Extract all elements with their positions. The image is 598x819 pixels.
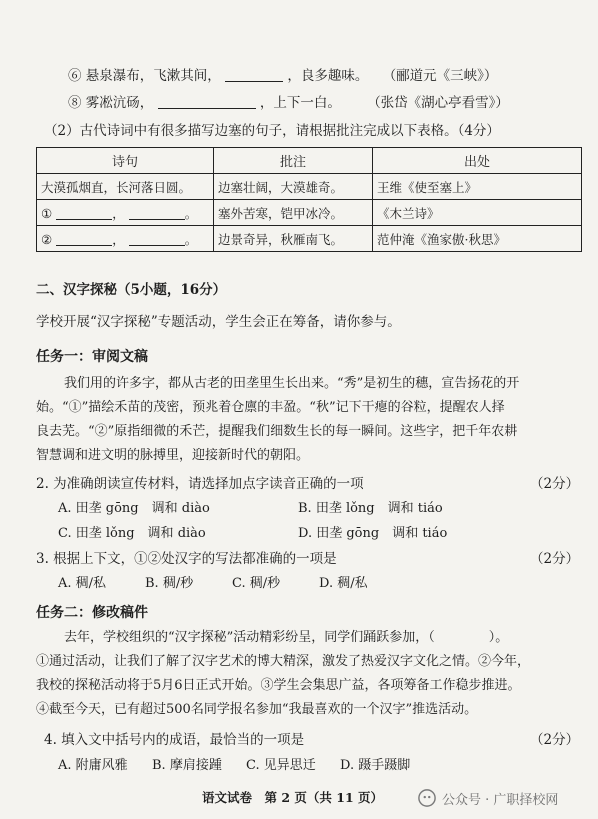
line-source: （郦道元《三峡》） — [382, 68, 498, 84]
verse-period: 。 — [184, 231, 198, 247]
passage-line: 良去芜。“②”原指细微的禾芒，提醒我们细数生长的每一瞬间。这些字，把千年农耕 — [36, 424, 518, 439]
table-cell-source: 《木兰诗》 — [373, 200, 582, 226]
verse-comma: ， — [112, 231, 125, 247]
line-number: ⑧ — [68, 95, 82, 111]
passage-line: 我们用的许多字，都从古老的田垄里生长出来。“秀”是初生的穗，宣告扬花的开 — [64, 376, 520, 391]
table-cell-verse — [37, 226, 214, 252]
q1-line-6 — [68, 64, 497, 84]
passage-line — [36, 626, 588, 650]
section-title: 二、汉字探秘（5小题，16分） — [36, 282, 227, 298]
verse-number: ① — [41, 205, 53, 221]
q4-option-c[interactable]: C. 见异思迁 — [246, 758, 316, 773]
task2-passage — [36, 626, 588, 722]
q2-option-c[interactable]: C. 田垄 lǒng 调和 diào — [58, 526, 206, 541]
table-cell-source: 王维《使至塞上》 — [373, 174, 582, 200]
task1-title: 任务一：审阅文稿 — [36, 349, 148, 365]
passage-line: 智慧调和进文明的脉搏里，迎接新时代的朝阳。 — [36, 448, 310, 463]
answer-blank[interactable] — [225, 67, 283, 82]
q4-score: （2分） — [530, 732, 580, 748]
q3-score: （2分） — [530, 551, 580, 567]
q3-option-d[interactable]: D. 稠/私 — [319, 576, 368, 591]
answer-blank[interactable] — [129, 205, 185, 220]
line-source: （张岱《湖心亭看雪》） — [367, 95, 509, 111]
poem-table — [36, 147, 582, 252]
table-cell-note: 塞外苦寒，铠甲冰冷。 — [214, 200, 373, 226]
line-text-b: ，上下一白。 — [259, 95, 341, 111]
q1-line-8 — [68, 91, 509, 111]
line-text-b: ，良多趣味。 — [287, 68, 369, 84]
table-cell-source: 范仲淹《渔家傲·秋思》 — [373, 226, 582, 252]
passage-text: ）。 — [488, 630, 509, 645]
task2-title: 任务二：修改稿件 — [36, 605, 148, 621]
q2-score: （2分） — [530, 476, 580, 492]
q1-sub2-stem: （2）古代诗词中有很多描写边塞的句子，请根据批注完成以下表格。（4分） — [44, 123, 500, 139]
answer-blank[interactable] — [158, 94, 256, 109]
q2-stem: 2. 为准确朗读宣传材料，请选择加点字读音正确的一项 — [36, 476, 364, 492]
passage-line: 始。“①”描绘禾苗的茂密，预兆着仓廪的丰盈。“秋”记下干瘪的谷粒，提醒农人择 — [36, 400, 505, 415]
watermark-text: 公众号 · 广职择校网 — [442, 792, 559, 808]
q2-option-b[interactable]: B. 田垄 lǒng 调和 tiáo — [298, 501, 443, 516]
table-cell-verse: 大漠孤烟直，长河落日圆。 — [37, 174, 214, 200]
q4-option-b[interactable]: B. 摩肩接踵 — [152, 758, 222, 773]
table-row — [37, 174, 582, 200]
q4-option-a[interactable]: A. 附庸风雅 — [58, 758, 128, 773]
passage-line: 我校的探秘活动将于5月6日正式开始。③学生会集思广益，各项筹备工作稳步推进。 — [36, 678, 521, 693]
passage-line: ①通过活动，让我们了解了汉字艺术的博大精深，激发了热爱汉字文化之情。②今年， — [36, 654, 531, 669]
q3-option-a[interactable]: A. 稠/私 — [58, 576, 107, 591]
table-cell-note: 边塞壮阔，大漠雄奇。 — [214, 174, 373, 200]
table-header: 出处 — [373, 148, 582, 174]
table-header-row — [37, 148, 582, 174]
passage — [36, 372, 586, 468]
table-header: 诗句 — [37, 148, 214, 174]
q4-stem: 4. 填入文中括号内的成语，最恰当的一项是 — [44, 732, 305, 748]
q2-option-d[interactable]: D. 田垄 gōng 调和 tiáo — [298, 526, 448, 541]
line-text-a: 雾凇沆砀， — [85, 95, 154, 111]
passage-text: 去年，学校组织的“汉字探秘”活动精彩纷呈，同学们踊跃参加，（ — [64, 630, 435, 645]
verse-number: ② — [41, 231, 53, 247]
q3-option-b[interactable]: B. 稠/秒 — [145, 576, 194, 591]
table-cell-note: 边景奇异，秋雁南飞。 — [214, 226, 373, 252]
q3-stem: 3. 根据上下文，①②处汉字的写法都准确的一项是 — [36, 551, 337, 567]
q3-option-c[interactable]: C. 稠/秒 — [232, 576, 281, 591]
answer-blank[interactable] — [56, 205, 112, 220]
answer-blank[interactable] — [56, 231, 112, 246]
page-footer: 语文试卷 第 2 页（共 11 页） — [202, 790, 384, 805]
line-number: ⑥ — [68, 68, 82, 84]
q2-option-a[interactable]: A. 田垄 gōng 调和 diào — [58, 501, 210, 516]
table-header: 批注 — [214, 148, 373, 174]
table-row — [37, 200, 582, 226]
table-cell-verse — [37, 200, 214, 226]
verse-comma: ， — [112, 205, 125, 221]
table-row — [37, 226, 582, 252]
passage-line: ④截至今天，已有超过500名同学报名参加“我最喜欢的一个汉字”推选活动。 — [36, 702, 478, 717]
answer-blank[interactable] — [129, 231, 185, 246]
section-intro: 学校开展“汉字探秘”专题活动，学生会正在筹备，请你参与。 — [36, 314, 401, 330]
verse-period: 。 — [184, 205, 198, 221]
line-text-a: 悬泉瀑布，飞漱其间， — [85, 68, 221, 84]
wechat-logo-icon — [418, 789, 436, 807]
q4-option-d[interactable]: D. 蹑手蹑脚 — [340, 758, 411, 773]
wechat-watermark — [418, 786, 588, 810]
